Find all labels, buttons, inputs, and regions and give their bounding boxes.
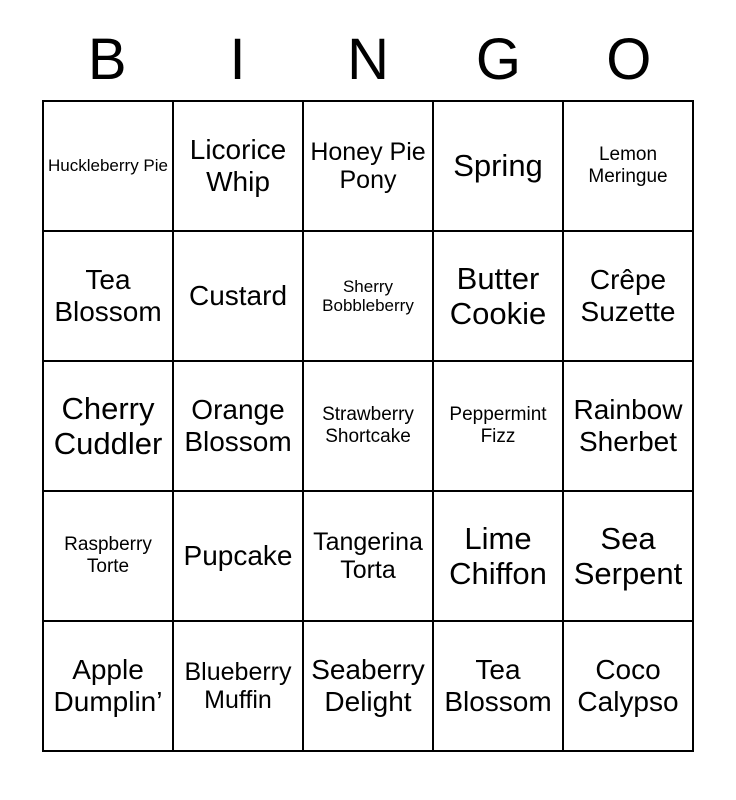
bingo-cell-label: Tea Blossom (444, 654, 552, 717)
bingo-cell[interactable] (44, 102, 174, 232)
bingo-cell-label: Lime Chiffon (449, 520, 547, 591)
bingo-cell-label: Pupcake (183, 540, 293, 572)
bingo-cell[interactable] (44, 232, 174, 362)
bingo-cell-label: Peppermint Fizz (449, 404, 547, 447)
bingo-row (44, 492, 694, 622)
bingo-cell[interactable] (564, 362, 694, 492)
bingo-cell-label: Seaberry Delight (311, 654, 425, 717)
bingo-cell-label: Crêpe Suzette (580, 264, 676, 327)
bingo-row (44, 362, 694, 492)
bingo-cell[interactable] (44, 492, 174, 622)
bingo-cell[interactable] (564, 622, 694, 752)
bingo-cell[interactable] (304, 232, 434, 362)
bingo-cell-label: Licorice Whip (189, 134, 287, 197)
bingo-cell-label: Rainbow Sherbet (573, 394, 683, 457)
bingo-cell[interactable] (304, 622, 434, 752)
bingo-header-letter-o: O (606, 27, 652, 92)
bingo-header-row (42, 0, 694, 94)
bingo-cell-label: Butter Cookie (449, 260, 547, 331)
bingo-cell[interactable] (434, 492, 564, 622)
bingo-header-letter-b: B (87, 27, 127, 92)
bingo-header-letter-i: I (229, 27, 246, 92)
bingo-cell[interactable] (434, 622, 564, 752)
bingo-cell-label: Cherry Cuddler (53, 390, 163, 461)
bingo-header-letter-g: G (475, 27, 521, 92)
bingo-cell-label: Orange Blossom (184, 394, 292, 457)
bingo-cell-label: Raspberry Torte (64, 534, 152, 577)
bingo-cell-label: Tea Blossom (54, 264, 162, 327)
bingo-cell[interactable] (174, 362, 304, 492)
bingo-cell-label: Tangerina Torta (313, 527, 423, 584)
bingo-header-letter-n: N (347, 27, 389, 92)
bingo-cell-label: Strawberry Shortcake (322, 404, 414, 447)
bingo-cell-label: Huckleberry Pie (48, 156, 168, 176)
bingo-grid (42, 100, 694, 752)
bingo-cell-label: Lemon Meringue (588, 144, 668, 187)
bingo-cell-label: Custard (188, 280, 288, 312)
bingo-row (44, 622, 694, 752)
bingo-cell-label: Spring (453, 148, 543, 184)
bingo-row (44, 232, 694, 362)
bingo-cell[interactable] (174, 102, 304, 232)
bingo-cell[interactable] (304, 102, 434, 232)
bingo-cell-label: Apple Dumplin’ (53, 654, 163, 717)
bingo-cell-label: Sherry Bobbleberry (322, 276, 414, 315)
bingo-cell[interactable] (564, 492, 694, 622)
bingo-cell[interactable] (434, 362, 564, 492)
bingo-cell-label: Coco Calypso (577, 654, 679, 717)
bingo-cell[interactable] (564, 232, 694, 362)
bingo-cell[interactable] (434, 102, 564, 232)
bingo-cell[interactable] (174, 622, 304, 752)
bingo-cell[interactable] (174, 492, 304, 622)
bingo-cell[interactable] (304, 492, 434, 622)
bingo-cell-label: Blueberry Muffin (184, 657, 292, 714)
bingo-cell[interactable] (434, 232, 564, 362)
bingo-row (44, 102, 694, 232)
bingo-cell[interactable] (304, 362, 434, 492)
bingo-cell[interactable] (174, 232, 304, 362)
bingo-cell[interactable] (44, 362, 174, 492)
bingo-cell[interactable] (44, 622, 174, 752)
bingo-cell[interactable] (564, 102, 694, 232)
bingo-cell-label: Sea Serpent (573, 520, 683, 591)
bingo-cell-label: Honey Pie Pony (310, 137, 426, 194)
